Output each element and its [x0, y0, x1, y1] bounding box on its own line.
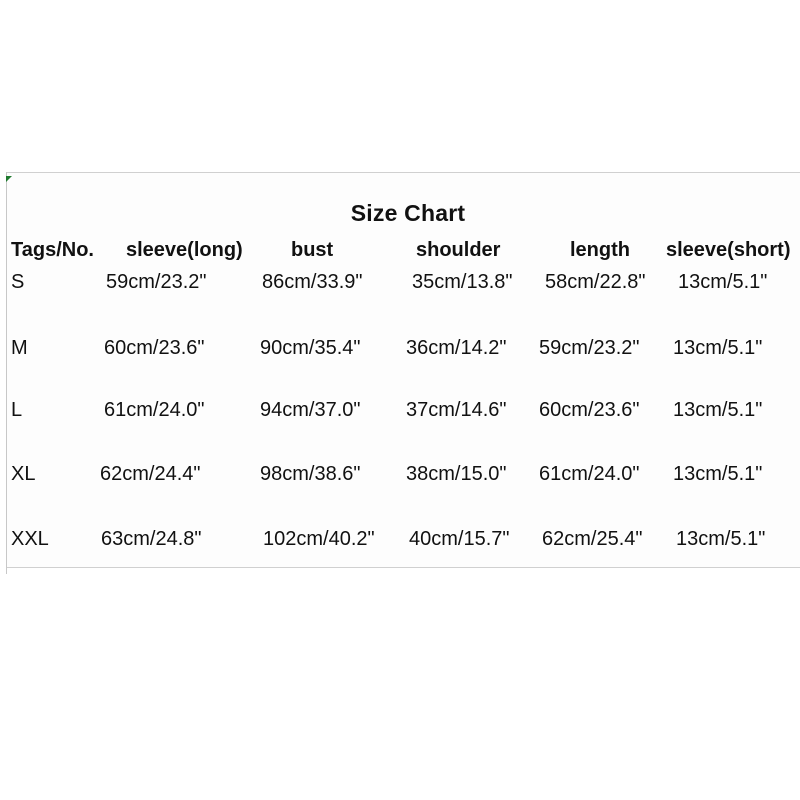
table-cell: 59cm/23.2"	[106, 271, 207, 293]
table-cell: 60cm/23.6"	[539, 399, 640, 421]
sheet-left-border	[6, 172, 7, 574]
cell-corner-indicator-icon	[6, 176, 12, 182]
table-cell: 38cm/15.0"	[406, 463, 507, 485]
header-length: length	[570, 239, 630, 261]
table-cell: L	[11, 399, 23, 421]
table-cell: 94cm/37.0"	[260, 399, 361, 421]
table-cell: 37cm/14.6"	[406, 399, 507, 421]
table-cell: 13cm/5.1"	[676, 528, 766, 550]
header-bust: bust	[291, 239, 334, 261]
table-cell: 35cm/13.8"	[412, 271, 513, 293]
header-sleeve-long: sleeve(long)	[126, 239, 243, 261]
table-cell: 62cm/25.4"	[542, 528, 643, 550]
table-cell: XL	[11, 463, 36, 485]
table-cell: XXL	[11, 528, 49, 550]
table-cell: 13cm/5.1"	[673, 463, 763, 485]
table-cell: 62cm/24.4"	[100, 463, 201, 485]
table-cell: 13cm/5.1"	[673, 399, 763, 421]
table-cell: 61cm/24.0"	[539, 463, 640, 485]
table-cell: 86cm/33.9"	[262, 271, 363, 293]
table-cell: 13cm/5.1"	[678, 271, 768, 293]
table-cell: 13cm/5.1"	[673, 337, 763, 359]
table-cell: 90cm/35.4"	[260, 337, 361, 359]
table-cell: 58cm/22.8"	[545, 271, 646, 293]
table-cell: 40cm/15.7"	[409, 528, 510, 550]
header-shoulder: shoulder	[416, 239, 501, 261]
header-tags: Tags/No.	[11, 239, 94, 261]
table-cell: S	[11, 271, 25, 293]
table-cell: 36cm/14.2"	[406, 337, 507, 359]
table-cell: M	[11, 337, 28, 359]
chart-title: Size Chart	[350, 200, 466, 226]
table-cell: 98cm/38.6"	[260, 463, 361, 485]
table-cell: 59cm/23.2"	[539, 337, 640, 359]
table-cell: 60cm/23.6"	[104, 337, 205, 359]
spreadsheet-area	[6, 172, 800, 568]
header-sleeve-short: sleeve(short)	[666, 239, 791, 261]
table-cell: 63cm/24.8"	[101, 528, 202, 550]
table-cell: 102cm/40.2"	[263, 528, 375, 550]
table-cell: 61cm/24.0"	[104, 399, 205, 421]
